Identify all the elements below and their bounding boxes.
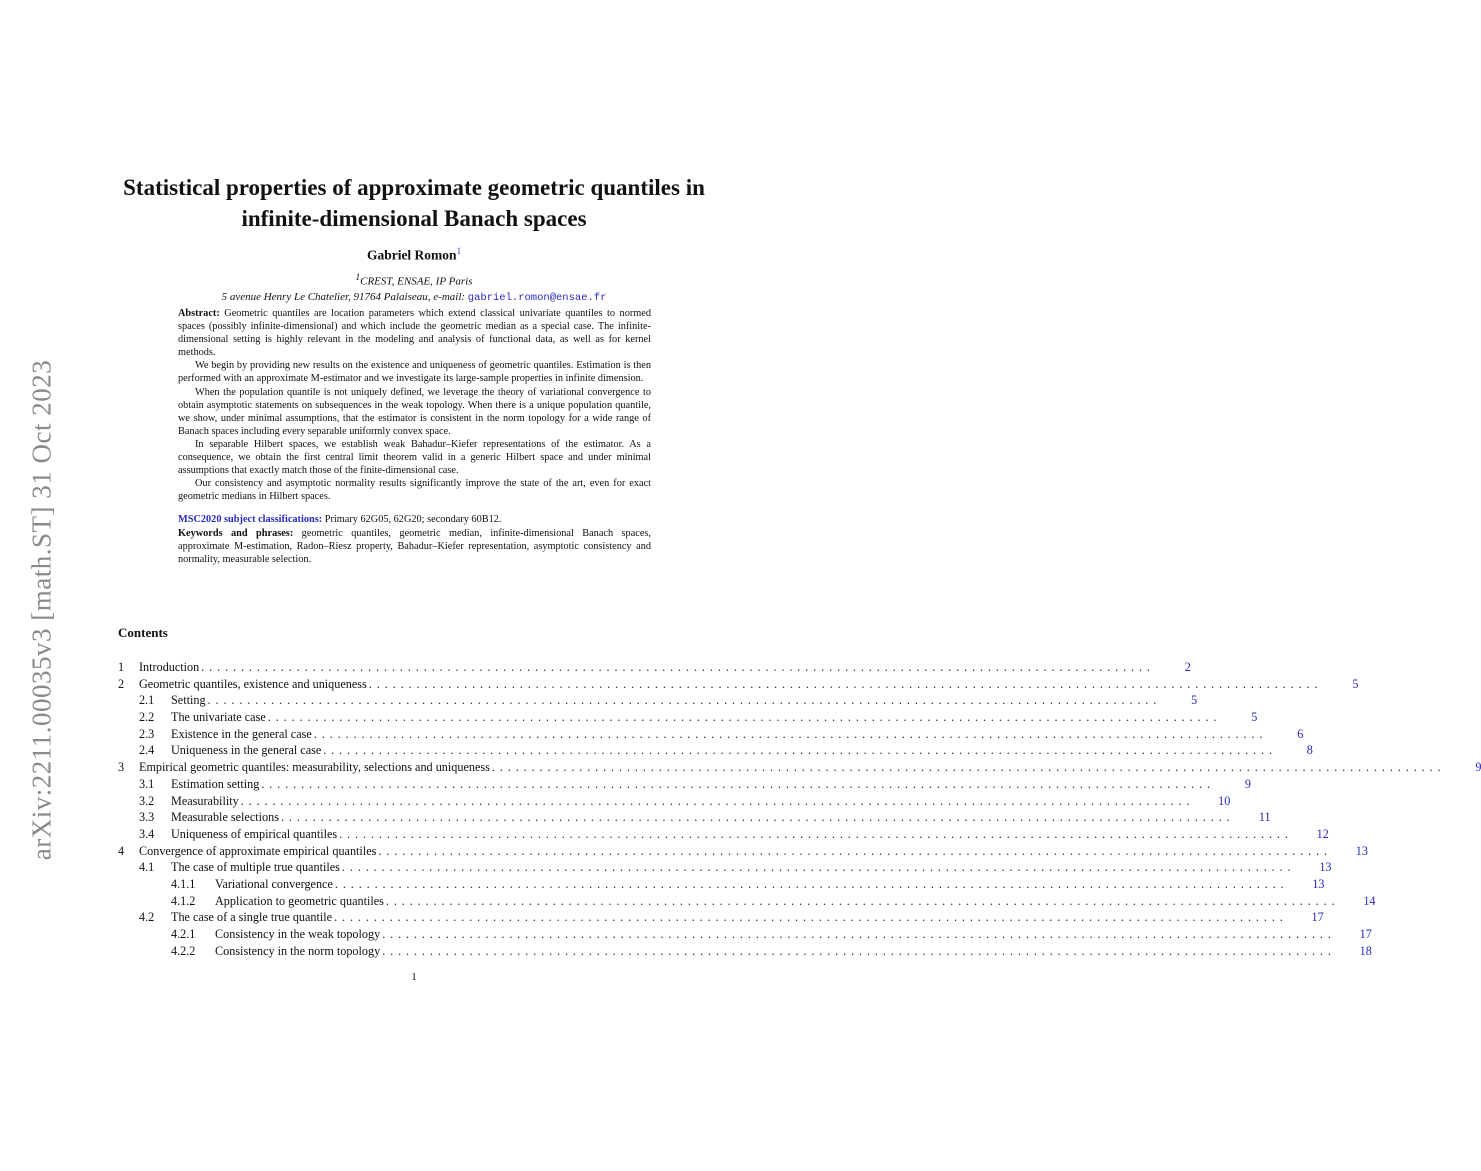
toc-dot-leader: ........................................................................................................................ <box>382 943 1336 958</box>
toc-entry-label[interactable]: Measurability <box>171 793 239 808</box>
toc-entry-label[interactable]: Consistency in the norm topology <box>215 943 381 958</box>
toc-dot-leader: ........................................................................................................................ <box>368 676 1323 691</box>
toc-entry-label[interactable]: The case of multiple true quantiles <box>171 860 340 875</box>
toc-dot-leader: ........................................................................................................................ <box>323 743 1277 758</box>
toc-dot-leader: ........................................................................................................................ <box>382 927 1336 941</box>
toc-entry[interactable] <box>118 909 1324 926</box>
toc-dot-leader: ........................................................................................................................ <box>334 876 1289 891</box>
abstract <box>178 307 651 566</box>
author-name: Gabriel Romon <box>366 247 457 263</box>
toc-entry-label[interactable]: Variational convergence <box>215 876 333 891</box>
toc-entry-number: 4.2.2 <box>171 943 196 958</box>
toc-entry-label[interactable]: Convergence of approximate empirical quantiles <box>139 843 377 858</box>
toc-page-link[interactable]: 10 <box>1218 793 1231 808</box>
toc-entry[interactable] <box>118 876 1325 893</box>
toc-page-link[interactable]: 17 <box>1311 910 1324 925</box>
toc-entry-number: 2.3 <box>139 726 155 741</box>
toc-entry-number: 2.4 <box>139 743 155 758</box>
contents-heading: Contents <box>118 625 168 640</box>
toc-page-link[interactable]: 6 <box>1297 726 1304 741</box>
address-text: 5 avenue Henry Le Chatelier, 91764 Palaiseau, e-mail: <box>221 290 468 303</box>
toc-dot-leader: ........................................................................................................................ <box>280 810 1235 825</box>
toc-entry-label[interactable]: Geometric quantiles, existence and uniqueness <box>139 676 367 691</box>
toc-entry-number: 1 <box>118 660 125 674</box>
author-footnote-mark[interactable]: 1 <box>456 246 462 256</box>
abstract-paragraph: When the population quantile is not uniquely defined, we leverage the theory of variational convergence to obtain asymptotic statements on subsequences in the weak topology. When there is a unique population quantile, we show, under minimal assumptions, that the estimator is consistent in the norm topology for a wide range of Banach spaces including every separable uniformly convex space. <box>178 386 651 437</box>
toc-entry-label[interactable]: Measurable selections <box>171 810 279 825</box>
classification-block <box>178 513 651 565</box>
toc-entry-label[interactable]: The univariate case <box>171 710 266 725</box>
toc-entry-number: 4 <box>118 843 125 858</box>
toc-entry[interactable] <box>118 776 1251 793</box>
toc-entry-label[interactable]: Estimation setting <box>171 776 260 791</box>
toc-page-link[interactable]: 14 <box>1363 893 1376 908</box>
toc-entry-number: 3.3 <box>139 810 155 825</box>
toc-entry-label[interactable]: Consistency in the weak topology <box>215 927 381 941</box>
toc-page-link[interactable]: 5 <box>1352 676 1359 691</box>
toc-entry-number: 4.2 <box>139 910 155 925</box>
toc-entry-number: 3 <box>118 760 125 775</box>
arxiv-identifier-sidebar <box>22 350 62 870</box>
toc-dot-leader: ........................................................................................................................ <box>201 660 1155 674</box>
abstract-paragraph: We begin by providing new results on the existence and uniqueness of geometric quantiles. Estimation is then performed with an approximate M-estimator and we investigate its large-sample properties in infinite dimension. <box>178 360 651 385</box>
toc-dot-leader: ........................................................................................................................ <box>267 710 1222 725</box>
toc-page-link[interactable]: 8 <box>1306 743 1313 758</box>
toc-entry-number: 3.2 <box>139 793 155 808</box>
abstract-text: Geometric quantiles are location parameters which extend classical univariate quantiles to normed spaces (possibly infinite-dimensional) and which include the geometric median as a special case. The infinite-dimensional setting is highly relevant in the modeling and analysis of functional data, as well as for kernel methods. <box>178 308 651 359</box>
toc-page-link[interactable]: 13 <box>1312 876 1325 891</box>
msc-line <box>178 513 651 526</box>
msc-text: Primary 62G05, 62G20; secondary 60B12. <box>322 514 502 526</box>
msc-link[interactable]: MSC2020 subject classifications: <box>178 514 323 526</box>
toc-dot-leader: ........................................................................................................................ <box>341 860 1296 875</box>
toc-entry[interactable] <box>118 676 1359 693</box>
toc-dot-leader: ........................................................................................................................ <box>240 793 1195 808</box>
toc-entry-number: 2 <box>118 676 125 691</box>
keywords-text: geometric quantiles, geometric median, infinite-dimensional Banach spaces, approximate M-estimation, Radon–Riesz property, Bahadur–Kiefer representation, asymptotic consistency and normality, measurable selection. <box>178 527 651 565</box>
abstract-paragraph: In separable Hilbert spaces, we establish weak Bahadur–Kiefer representations of the estimator. As a consequence, we obtain the first central limit theorem valid in a generic Hilbert space and under minimal assumptions that exactly match those of the finite-dimensional case. <box>178 438 651 477</box>
toc-entry[interactable] <box>118 809 1271 826</box>
toc-page-link[interactable]: 13 <box>1319 860 1332 875</box>
toc-dot-leader: ........................................................................................................................ <box>339 826 1293 841</box>
keywords-line <box>178 527 651 566</box>
toc-page-link[interactable]: 18 <box>1359 943 1372 958</box>
toc-entry[interactable] <box>118 926 1372 943</box>
toc-page-link[interactable]: 5 <box>1191 693 1198 708</box>
toc-dot-leader: ........................................................................................................................ <box>207 693 1162 708</box>
toc-entry[interactable] <box>118 709 1258 726</box>
toc-entry-number: 3.1 <box>139 776 155 791</box>
toc-entry-label[interactable]: The case of a single true quantile <box>171 910 333 925</box>
toc-entry[interactable] <box>118 843 1368 860</box>
toc-page-link[interactable]: 9 <box>1475 760 1481 775</box>
toc-entry[interactable] <box>118 893 1376 910</box>
toc-dot-leader: ........................................................................................................................ <box>261 776 1215 791</box>
toc-page-link[interactable]: 9 <box>1244 776 1251 791</box>
table-of-contents <box>118 659 1481 959</box>
toc-entry[interactable] <box>118 692 1198 709</box>
toc-page-link[interactable]: 5 <box>1251 710 1258 725</box>
toc-entry-label[interactable]: Existence in the general case <box>171 726 312 741</box>
toc-page-link[interactable]: 17 <box>1359 927 1372 941</box>
email-link[interactable]: gabriel.romon@ensae.fr <box>467 291 607 304</box>
toc-entry[interactable] <box>118 859 1332 876</box>
toc-entry-label[interactable]: Setting <box>171 693 206 708</box>
toc-entry[interactable] <box>118 742 1313 759</box>
toc-entry-label[interactable]: Empirical geometric quantiles: measurability, selections and uniqueness <box>139 760 490 775</box>
affiliation-name: CREST, ENSAE, IP Paris <box>360 275 473 288</box>
toc-entry-label[interactable]: Uniqueness in the general case <box>171 743 322 758</box>
toc-entry-number: 4.1.1 <box>171 876 196 891</box>
toc-entry-label[interactable]: Application to geometric quantiles <box>215 893 384 908</box>
affiliation-block <box>0 270 828 306</box>
toc-entry-number: 3.4 <box>139 826 155 841</box>
toc-page-link[interactable]: 11 <box>1258 810 1271 825</box>
abstract-paragraph <box>178 307 651 359</box>
author-line <box>0 246 828 264</box>
toc-entry[interactable] <box>118 726 1304 743</box>
toc-entry-number: 4.2.1 <box>171 927 196 941</box>
toc-dot-leader: ........................................................................................................................ <box>378 843 1332 858</box>
toc-dot-leader: ........................................................................................................................ <box>334 910 1288 925</box>
paper-title: Statistical properties of approximate geometric quantiles in infinite-dimensional Banach spaces <box>123 175 705 231</box>
toc-entry[interactable] <box>118 659 1191 676</box>
toc-page-link[interactable]: 13 <box>1355 843 1368 858</box>
address-line <box>0 290 828 306</box>
toc-entry[interactable] <box>118 943 1372 960</box>
toc-page-link[interactable]: 12 <box>1316 826 1329 841</box>
toc-page-link[interactable]: 2 <box>1184 660 1191 674</box>
affiliation-mark: 1 <box>355 272 361 282</box>
toc-dot-leader: ........................................................................................................................ <box>313 726 1268 741</box>
toc-entry-number: 2.2 <box>139 710 155 725</box>
page-number: 1 <box>411 971 417 983</box>
toc-entry-label[interactable]: Introduction <box>139 660 200 674</box>
toc-dot-leader: ........................................................................................................................ <box>385 893 1340 908</box>
toc-entry-label[interactable]: Uniqueness of empirical quantiles <box>171 826 338 841</box>
arxiv-identifier: arXiv:2211.00035v3 [math.ST] 31 Oct 2023 <box>26 359 57 861</box>
keywords-label: Keywords and phrases: <box>178 527 294 539</box>
toc-dot-leader: ........................................................................................................................ <box>491 760 1446 775</box>
toc-entry[interactable] <box>118 793 1231 810</box>
toc-entry[interactable] <box>118 759 1481 776</box>
abstract-paragraph: Our consistency and asymptotic normality results significantly improve the state of the art, even for exact geometric medians in Hilbert spaces. <box>178 478 651 503</box>
abstract-label: Abstract: <box>178 308 220 319</box>
toc-entry[interactable] <box>118 826 1329 843</box>
toc-entry-number: 4.1.2 <box>171 893 196 908</box>
toc-entry-number: 4.1 <box>139 860 155 875</box>
toc-entry-number: 2.1 <box>139 693 155 708</box>
affiliation-line <box>0 270 828 290</box>
